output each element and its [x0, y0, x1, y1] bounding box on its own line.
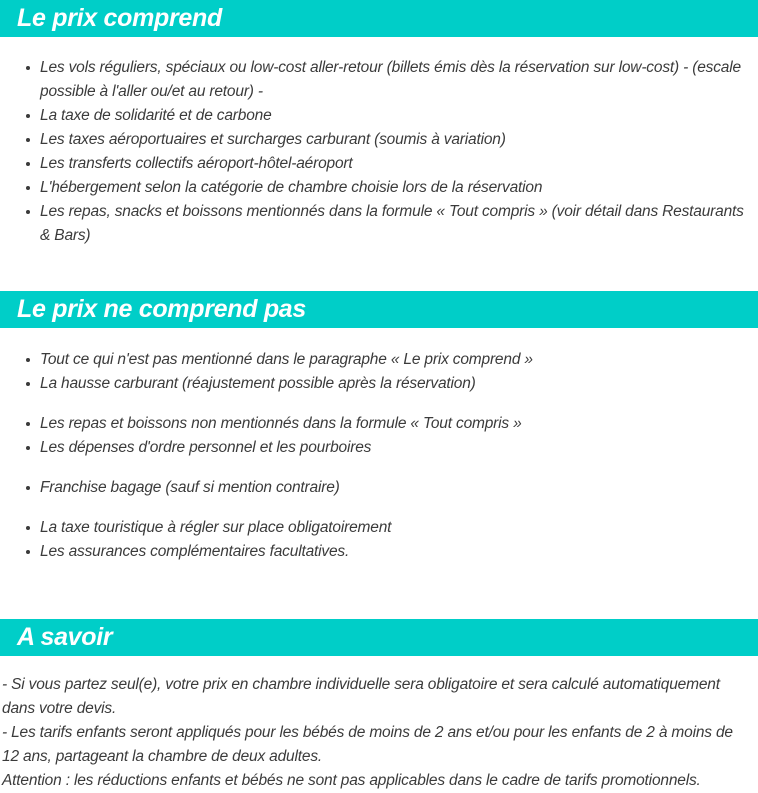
section-header-a-savoir: A savoir — [0, 619, 758, 656]
section-spacer — [0, 248, 758, 291]
section-header-le-prix-comprend: Le prix comprend — [0, 0, 758, 37]
list-item: La taxe de solidarité et de carbone — [0, 104, 758, 128]
excluded-items-list — [0, 328, 758, 564]
list-item: Les taxes aéroportuaires et surcharges carburant (soumis à variation) — [0, 128, 758, 152]
list-item: L'hébergement selon la catégorie de chambre choisie lors de la réservation — [0, 176, 758, 200]
note-paragraph: - Si vous partez seul(e), votre prix en chambre individuelle sera obligatoire et sera calculé automatiquement dans votre devis. — [2, 676, 720, 717]
list-item: La hausse carburant (réajustement possible après la réservation) — [0, 372, 758, 396]
a-savoir-notes — [0, 656, 758, 793]
list-item: Les transferts collectifs aéroport-hôtel-aéroport — [0, 152, 758, 176]
list-item: La taxe touristique à régler sur place obligatoirement — [0, 516, 758, 540]
list-item: Les dépenses d'ordre personnel et les pourboires — [0, 436, 758, 460]
section-le-prix-comprend — [0, 0, 758, 248]
list-item: Franchise bagage (sauf si mention contraire) — [0, 476, 758, 500]
section-spacer — [0, 564, 758, 619]
note-paragraph: - Les tarifs enfants seront appliqués pour les bébés de moins de 2 ans et/ou pour les enfants de 2 à moins de 12 ans, partageant la chambre de deux adultes. — [2, 724, 733, 765]
list-item: Tout ce qui n'est pas mentionné dans le paragraphe « Le prix comprend » — [0, 348, 758, 372]
included-items-list — [0, 37, 758, 248]
list-item: Les repas et boissons non mentionnés dans la formule « Tout compris » — [0, 412, 758, 436]
section-header-le-prix-ne-comprend-pas: Le prix ne comprend pas — [0, 291, 758, 328]
list-item: Les assurances complémentaires facultatives. — [0, 540, 758, 564]
section-a-savoir — [0, 619, 758, 793]
list-item: Les repas, snacks et boissons mentionnés dans la formule « Tout compris » (voir détail dans Restaurants & Bars) — [0, 200, 758, 248]
note-paragraph: Attention : les réductions enfants et bébés ne sont pas applicables dans le cadre de tarifs promotionnels. — [2, 772, 701, 789]
list-item: Les vols réguliers, spéciaux ou low-cost aller-retour (billets émis dès la réservation sur low-cost) - (escale possible à l'aller ou/et au retour) - — [0, 56, 758, 104]
section-le-prix-ne-comprend-pas — [0, 291, 758, 564]
